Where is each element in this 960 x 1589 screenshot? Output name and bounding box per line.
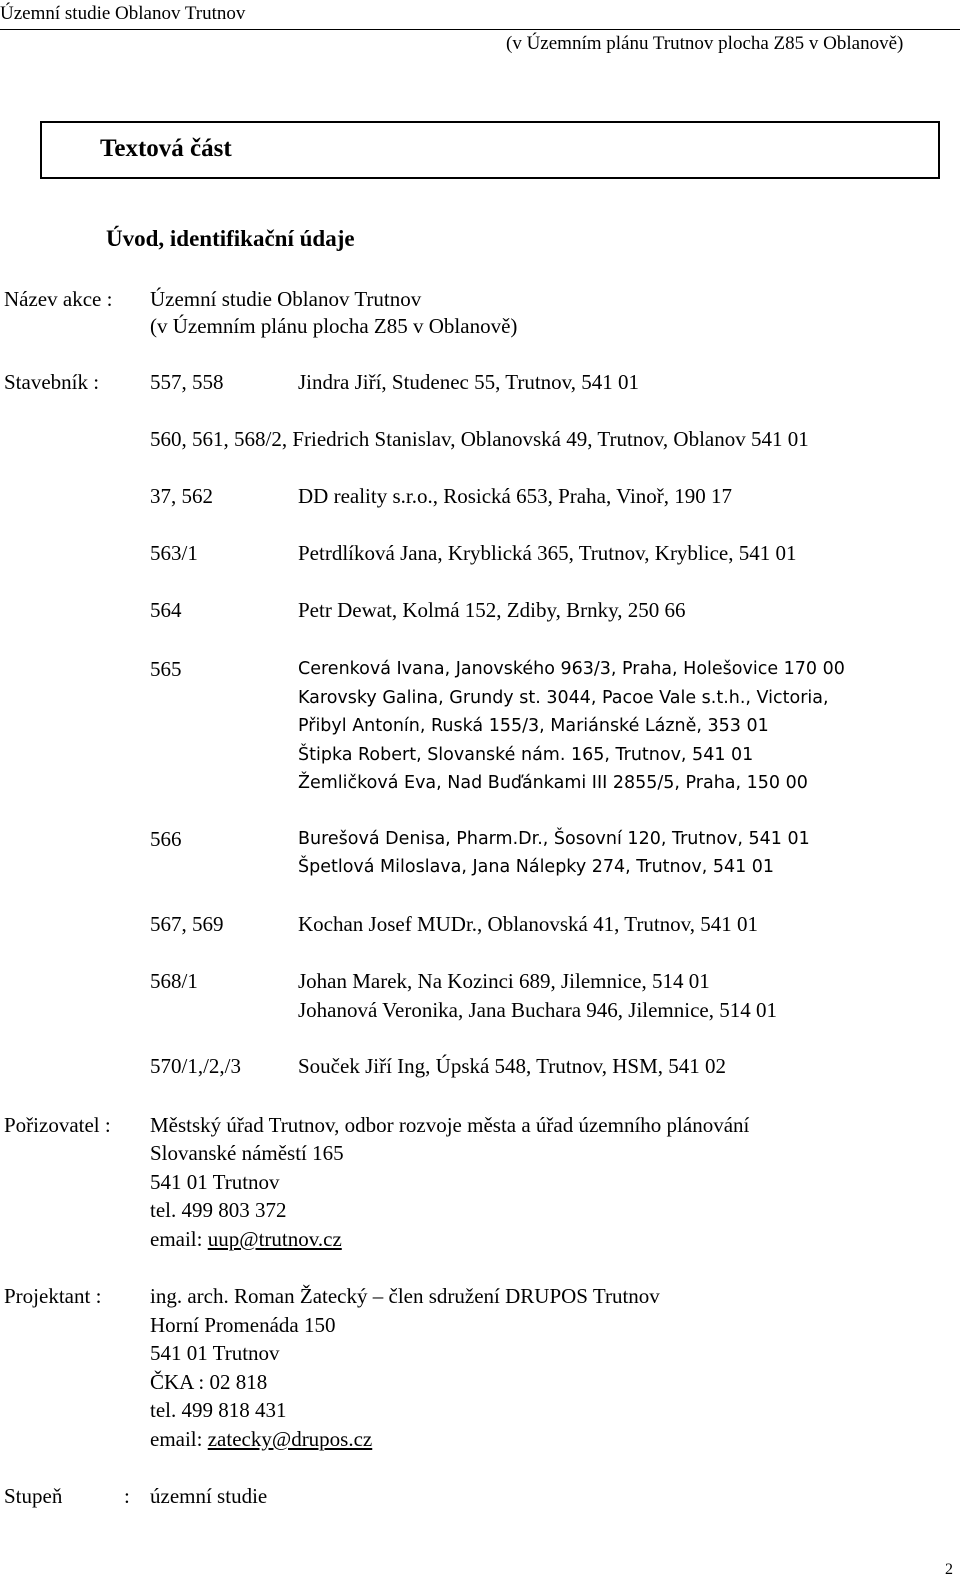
projektant-line: 541 01 Trutnov xyxy=(150,1341,280,1365)
owner-line: Karovsky Galina, Grundy st. 3044, Pacoe Vale s.t.h., Victoria, xyxy=(298,688,829,708)
owner-line: Johanová Veronika, Jana Buchara 946, Jilemnice, 514 01 xyxy=(298,998,777,1022)
owner-line: DD reality s.r.o., Rosická 653, Praha, Vinoř, 190 17 xyxy=(298,484,733,508)
stupen-value: územní studie xyxy=(150,1484,268,1508)
parcel-number: 568/1 xyxy=(150,969,198,993)
header-rule xyxy=(0,29,960,30)
email-prefix: email: xyxy=(150,1427,208,1451)
header-right: (v Územním plánu Trutnov plocha Z85 v Oblanově) xyxy=(506,33,904,54)
parcel-number: 563/1 xyxy=(150,541,198,565)
porizovatel-line: tel. 499 803 372 xyxy=(150,1198,287,1222)
header-left: Územní studie Oblanov Trutnov xyxy=(0,3,246,24)
owner-line: Johan Marek, Na Kozinci 689, Jilemnice, 514 01 xyxy=(298,969,710,993)
title-box xyxy=(40,121,940,179)
porizovatel-email-row xyxy=(150,1227,342,1252)
porizovatel-line: Městský úřad Trutnov, odbor rozvoje města a úřad územního plánování xyxy=(150,1113,750,1137)
projektant-line: Horní Promenáda 150 xyxy=(150,1313,336,1337)
nazev-line1: Územní studie Oblanov Trutnov xyxy=(150,287,422,311)
parcel-number: 564 xyxy=(150,598,182,622)
projektant-line: ing. arch. Roman Žatecký – člen sdružení DRUPOS Trutnov xyxy=(150,1284,660,1308)
parcel-number: 565 xyxy=(150,657,182,681)
owner-line: Petrdlíková Jana, Kryblická 365, Trutnov, Kryblice, 541 01 xyxy=(298,541,797,565)
owner-line: Burešová Denisa, Pharm.Dr., Šosovní 120, Trutnov, 541 01 xyxy=(298,829,810,849)
owner-line: Kochan Josef MUDr., Oblanovská 41, Trutnov, 541 01 xyxy=(298,912,759,936)
projektant-email-row xyxy=(150,1427,372,1452)
porizovatel-line: Slovanské náměstí 165 xyxy=(150,1141,344,1165)
owner-line: Cerenková Ivana, Janovského 963/3, Praha, Holešovice 170 00 xyxy=(298,659,845,679)
owner-line: Souček Jiří Ing, Úpská 548, Trutnov, HSM, 541 02 xyxy=(298,1054,726,1078)
owner-line: Žemličková Eva, Nad Buďánkami III 2855/5, Praha, 150 00 xyxy=(298,773,808,793)
nazev-line2: (v Územním plánu plocha Z85 v Oblanově) xyxy=(150,314,518,338)
parcel-number: 557, 558 xyxy=(150,370,224,394)
owner-line: Jindra Jiří, Studenec 55, Trutnov, 541 01 xyxy=(298,370,640,394)
parcel-number: 570/1,/2,/3 xyxy=(150,1054,242,1078)
section-heading: Úvod, identifikační údaje xyxy=(106,226,355,251)
page-title: Textová část xyxy=(100,135,232,162)
porizovatel-email-link[interactable]: uup@trutnov.cz xyxy=(207,1227,342,1251)
parcel-number: 567, 569 xyxy=(150,912,224,936)
parcel-number: 566 xyxy=(150,827,182,851)
stupen-colon: : xyxy=(124,1484,130,1508)
stavebnik-label: Stavebník : xyxy=(4,370,100,394)
porizovatel-line: 541 01 Trutnov xyxy=(150,1170,280,1194)
email-prefix: email: xyxy=(150,1227,208,1251)
projektant-line: ČKA : 02 818 xyxy=(150,1370,268,1394)
owner-line: Štipka Robert, Slovanské nám. 165, Trutnov, 541 01 xyxy=(298,745,754,765)
page-number: 2 xyxy=(945,1561,953,1578)
nazev-label: Název akce : xyxy=(4,287,113,311)
parcel-number: 37, 562 xyxy=(150,484,213,508)
projektant-label: Projektant : xyxy=(4,1284,102,1308)
owner-line: Přibyl Antonín, Ruská 155/3, Mariánské Lázně, 353 01 xyxy=(298,716,769,736)
owner-line: Špetlová Miloslava, Jana Nálepky 274, Trutnov, 541 01 xyxy=(298,857,775,877)
projektant-line: tel. 499 818 431 xyxy=(150,1398,287,1422)
projektant-email-link[interactable]: zatecky@drupos.cz xyxy=(207,1427,373,1451)
owner-line: 560, 561, 568/2, Friedrich Stanislav, Oblanovská 49, Trutnov, Oblanov 541 01 xyxy=(150,427,809,451)
stupen-label: Stupeň xyxy=(4,1484,63,1508)
owner-line: Petr Dewat, Kolmá 152, Zdiby, Brnky, 250 66 xyxy=(298,598,686,622)
porizovatel-label: Pořizovatel : xyxy=(4,1113,111,1137)
